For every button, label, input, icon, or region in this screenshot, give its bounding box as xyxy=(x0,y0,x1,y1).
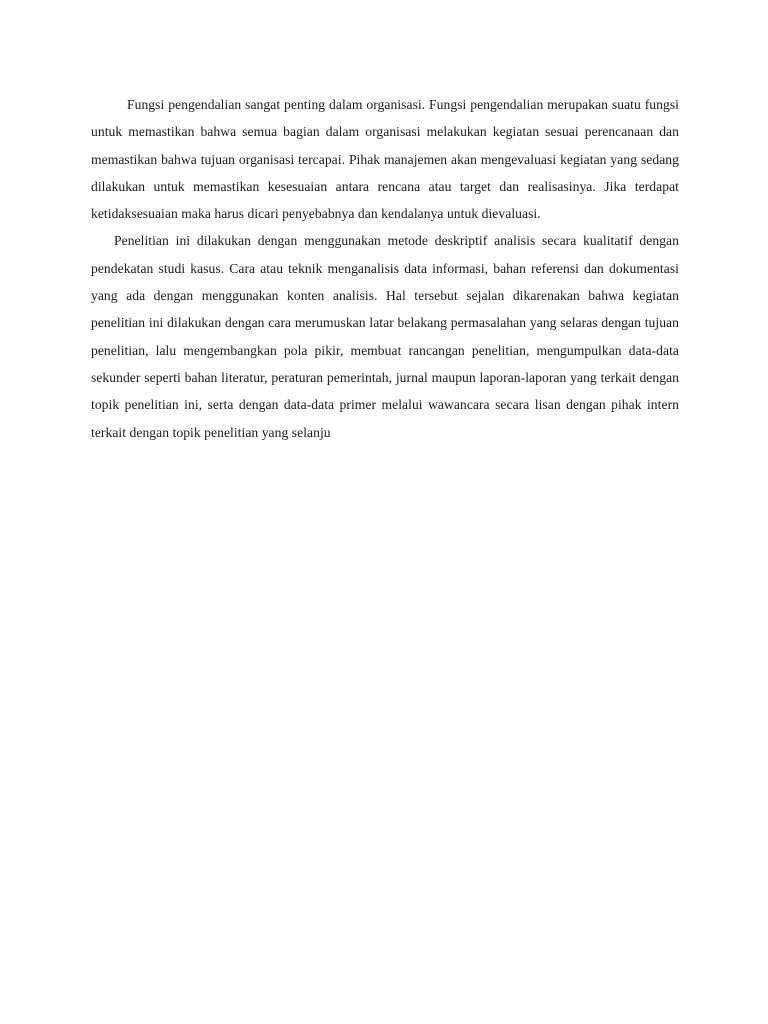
paragraph-1: Fungsi pengendalian sangat penting dalam organisasi. Fungsi pengendalian merupakan suatu fungsi untuk memastikan bahwa semua bagian dalam organisasi melakukan kegiatan sesuai perencanaan dan memastikan bahwa tujuan organisasi tercapai. Pihak manajemen akan mengevaluasi kegiatan yang sedang dilakukan untuk memastikan kesesuaian antara rencana atau target dan realisasinya. Jika terdapat ketidaksesuaian maka harus dicari penyebabnya dan kendalanya untuk dievaluasi. xyxy=(91,97,679,222)
body-text xyxy=(91,91,679,446)
paragraph-2: Penelitian ini dilakukan dengan menggunakan metode deskriptif analisis secara kualitatif dengan pendekatan studi kasus. Cara atau teknik menganalisis data informasi, bahan referensi dan dokumentasi yang ada dengan menggunakan konten analisis. Hal tersebut sejalan dikarenakan bahwa kegiatan penelitian ini dilakukan dengan cara merumuskan latar belakang permasalahan yang selaras dengan tujuan penelitian, lalu mengembangkan pola pikir, membuat rancangan penelitian, mengumpulkan data-data sekunder seperti bahan literatur, peraturan pemerintah, jurnal maupun laporan-laporan yang terkait dengan topik penelitian ini, serta dengan data-data primer melalui wawancara secara lisan dengan pihak intern terkait dengan topik penelitian yang selanju xyxy=(91,233,679,440)
